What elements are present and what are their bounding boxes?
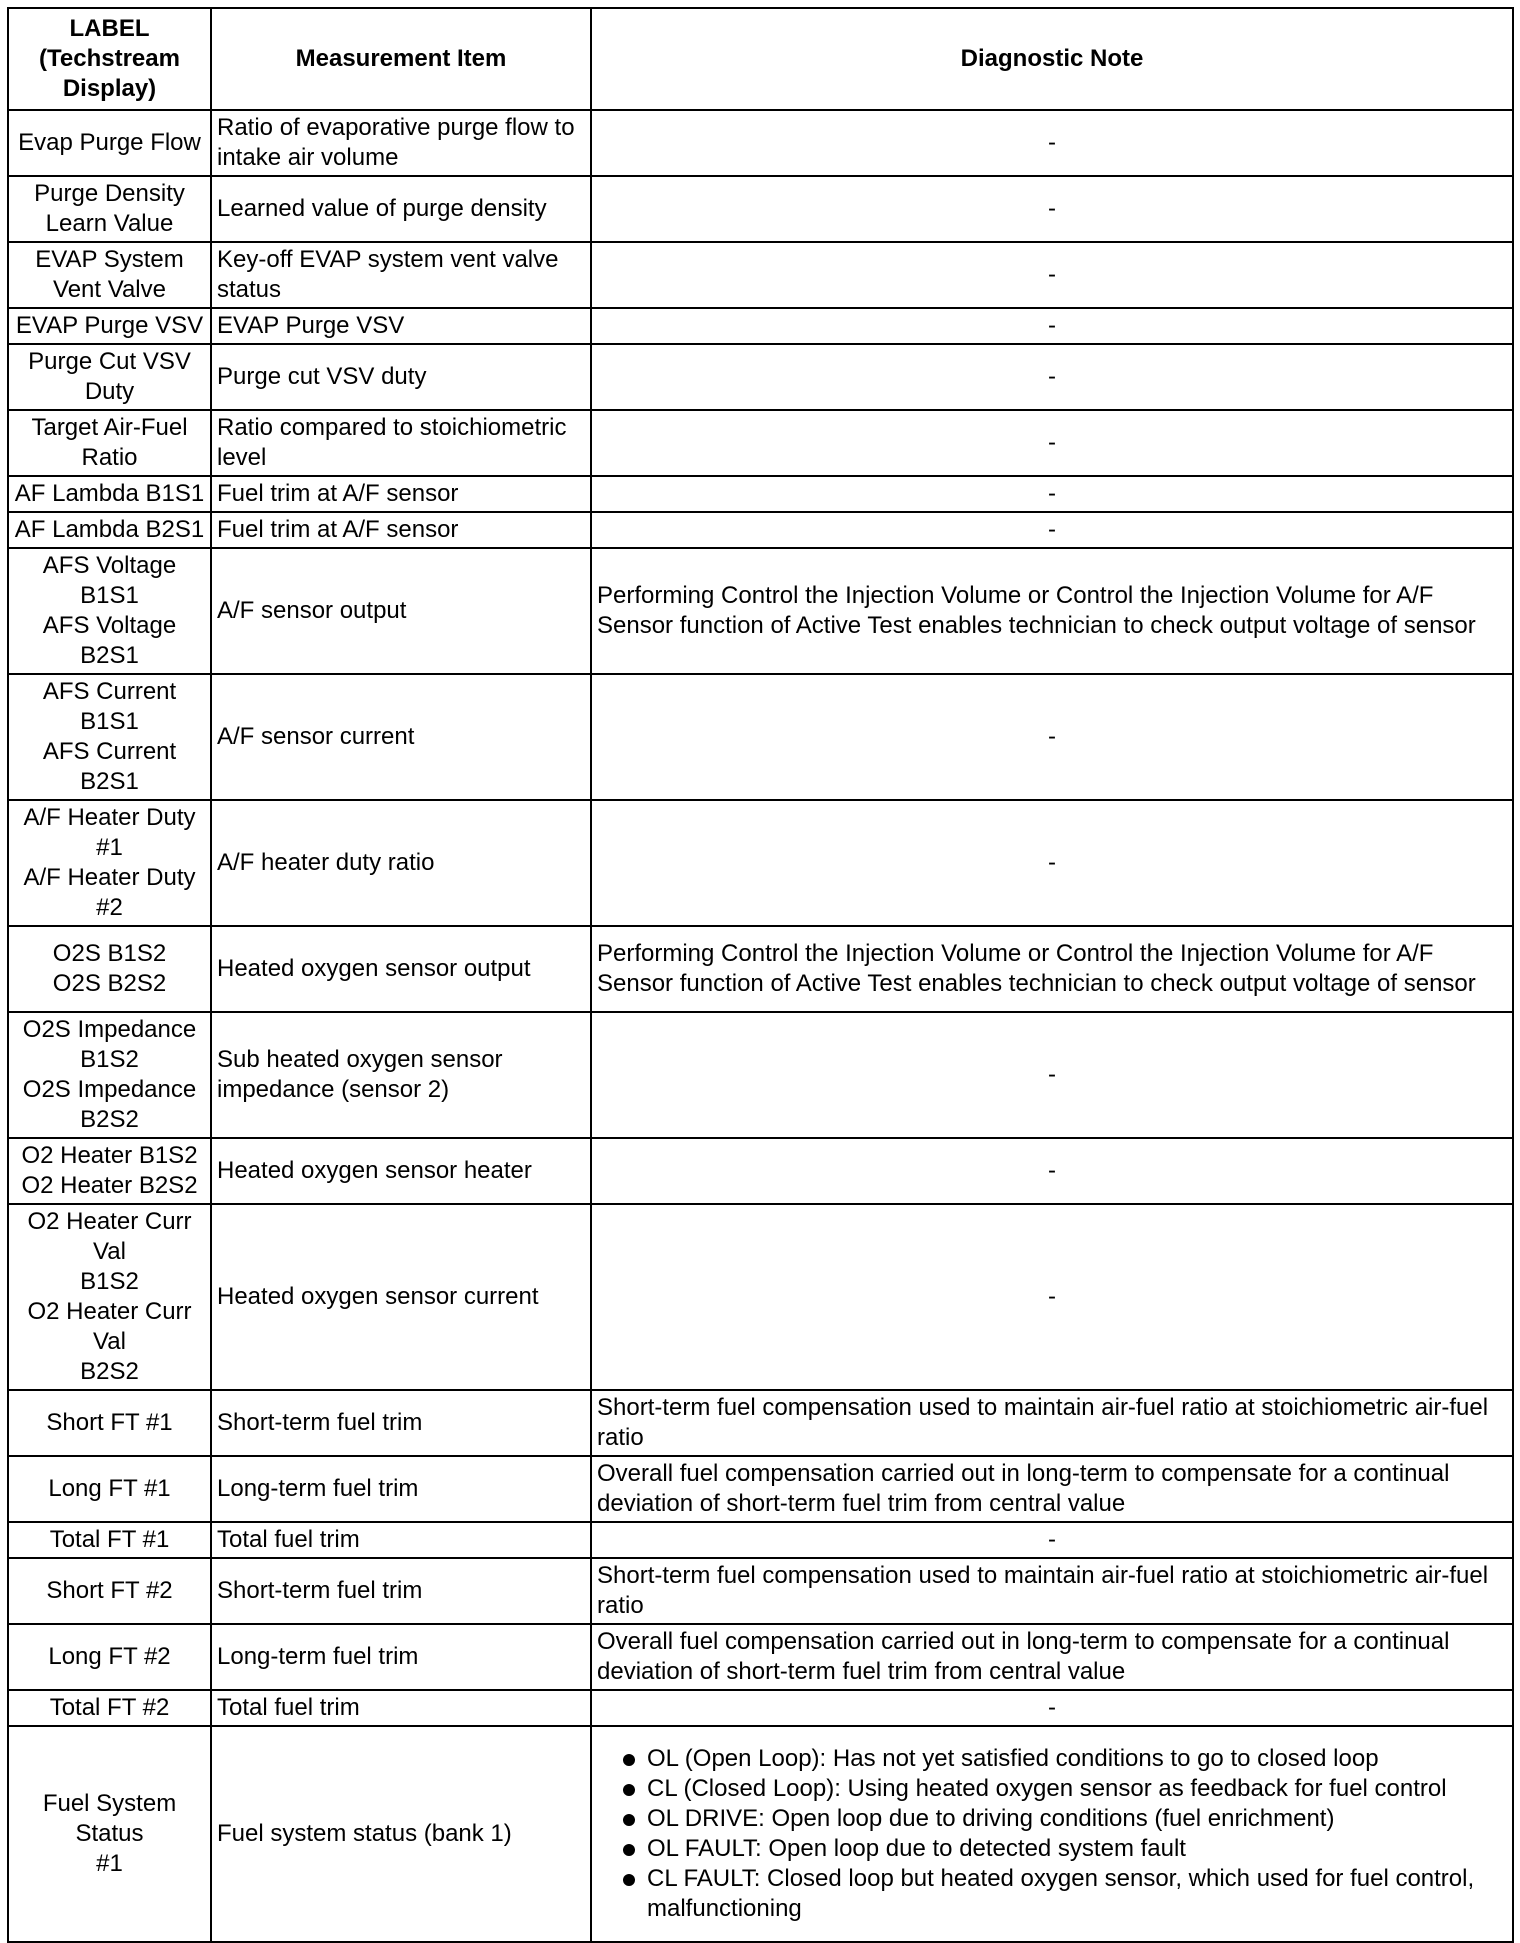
text-line: O2S B2S2 [52, 970, 167, 997]
table-row [8, 548, 1513, 674]
text-line: Long FT #1 [48, 1475, 171, 1502]
text-line: O2S Impedance [22, 1076, 197, 1103]
table-row [8, 308, 1513, 344]
cell-label [8, 1012, 211, 1138]
text-line: AFS Current B2S1 [42, 738, 177, 795]
cell-measurement-item: Purge cut VSV duty [211, 344, 591, 410]
text-line: LABEL [69, 15, 150, 42]
cell-diagnostic-note: - [591, 674, 1513, 800]
text-line: EVAP System Vent Valve [35, 246, 184, 303]
cell-label [8, 800, 211, 926]
table-row [8, 110, 1513, 176]
table-row [8, 512, 1513, 548]
text-line: Total FT #2 [49, 1694, 170, 1721]
cell-label [8, 926, 211, 1012]
text-line: O2 Heater Curr Val [27, 1298, 192, 1355]
text-line: O2S B1S2 [52, 940, 167, 967]
text-line: Total FT #1 [49, 1526, 170, 1553]
cell-measurement-item: Learned value of purge density [211, 176, 591, 242]
cell-diagnostic-note: - [591, 1012, 1513, 1138]
text-line: #1 [96, 1850, 123, 1877]
text-line: (Techstream [39, 45, 180, 72]
cell-label [8, 410, 211, 476]
text-line: O2 Heater B1S2 [21, 1142, 198, 1169]
text-line: A/F Heater Duty #2 [23, 864, 196, 921]
cell-label [8, 1522, 211, 1558]
cell-measurement-item: EVAP Purge VSV [211, 308, 591, 344]
data-list-table [7, 7, 1514, 1943]
text-line: B2S2 [80, 1358, 139, 1385]
table-row [8, 1204, 1513, 1390]
text-line: Purge Cut VSV Duty [28, 348, 191, 405]
table-row [8, 926, 1513, 1012]
table-row [8, 1690, 1513, 1726]
bullet-item: CL FAULT: Closed loop but heated oxygen sensor, which used for fuel control, malfunctioning [623, 1864, 1507, 1924]
cell-diagnostic-note: - [591, 308, 1513, 344]
table-row [8, 176, 1513, 242]
text-line: Evap Purge Flow [18, 129, 201, 156]
text-line: Short FT #2 [46, 1577, 173, 1604]
cell-label [8, 308, 211, 344]
cell-measurement-item: Fuel trim at A/F sensor [211, 512, 591, 548]
cell-diagnostic-note: - [591, 176, 1513, 242]
table-row [8, 1726, 1513, 1942]
cell-diagnostic-note: - [591, 110, 1513, 176]
cell-measurement-item: Long-term fuel trim [211, 1456, 591, 1522]
cell-label [8, 1138, 211, 1204]
table-row [8, 1522, 1513, 1558]
text-line: AFS Current B1S1 [42, 678, 177, 735]
cell-label [8, 674, 211, 800]
cell-diagnostic-note: Performing Control the Injection Volume or Control the Injection Volume for A/F Sensor function of Active Test enables technician to check output voltage of sensor [591, 548, 1513, 674]
text-line: Fuel System Status [42, 1790, 177, 1847]
cell-measurement-item: Key-off EVAP system vent valve status [211, 242, 591, 308]
table-row [8, 476, 1513, 512]
header-diagnostic-note: Diagnostic Note [591, 8, 1513, 110]
table-row [8, 1138, 1513, 1204]
cell-diagnostic-note: - [591, 512, 1513, 548]
cell-label [8, 1624, 211, 1690]
cell-diagnostic-note: - [591, 800, 1513, 926]
cell-diagnostic-note: Overall fuel compensation carried out in long-term to compensate for a continual deviation of short-term fuel trim from central value [591, 1456, 1513, 1522]
cell-label [8, 1726, 211, 1942]
cell-measurement-item: Long-term fuel trim [211, 1624, 591, 1690]
table-row [8, 1390, 1513, 1456]
cell-measurement-item: Fuel trim at A/F sensor [211, 476, 591, 512]
table-row [8, 674, 1513, 800]
cell-diagnostic-note: - [591, 1138, 1513, 1204]
text-line: Purge Density Learn Value [34, 180, 185, 237]
text-line: AFS Voltage B1S1 [42, 552, 177, 609]
table-row [8, 1456, 1513, 1522]
bullet-item: OL DRIVE: Open loop due to driving conditions (fuel enrichment) [623, 1804, 1507, 1834]
cell-diagnostic-note: - [591, 410, 1513, 476]
cell-diagnostic-note [591, 1726, 1513, 1942]
cell-measurement-item: Heated oxygen sensor current [211, 1204, 591, 1390]
cell-measurement-item: A/F sensor current [211, 674, 591, 800]
bullet-item: OL (Open Loop): Has not yet satisfied conditions to go to closed loop [623, 1744, 1507, 1774]
bullet-item: OL FAULT: Open loop due to detected system fault [623, 1834, 1507, 1864]
text-line: B1S2 [80, 1268, 139, 1295]
text-line: AFS Voltage B2S1 [42, 612, 177, 669]
text-line: A/F Heater Duty #1 [23, 804, 196, 861]
cell-diagnostic-note: Short-term fuel compensation used to maintain air-fuel ratio at stoichiometric air-fuel ratio [591, 1390, 1513, 1456]
table-row [8, 1012, 1513, 1138]
cell-diagnostic-note: Overall fuel compensation carried out in long-term to compensate for a continual deviation of short-term fuel trim from central value [591, 1624, 1513, 1690]
cell-label [8, 110, 211, 176]
text-line: B2S2 [80, 1106, 139, 1133]
cell-measurement-item: Total fuel trim [211, 1690, 591, 1726]
table-row [8, 344, 1513, 410]
text-line: O2 Heater B2S2 [21, 1172, 198, 1199]
cell-diagnostic-note: - [591, 476, 1513, 512]
text-line: AF Lambda B2S1 [14, 516, 205, 543]
cell-measurement-item: Total fuel trim [211, 1522, 591, 1558]
text-line: Display) [62, 75, 157, 102]
header-row [8, 8, 1513, 110]
text-line: Target Air-Fuel Ratio [31, 414, 188, 471]
cell-measurement-item: Ratio of evaporative purge flow to intake air volume [211, 110, 591, 176]
table-row [8, 1624, 1513, 1690]
table-row [8, 1558, 1513, 1624]
cell-label [8, 476, 211, 512]
text-line: O2S Impedance [22, 1016, 197, 1043]
cell-measurement-item: Short-term fuel trim [211, 1390, 591, 1456]
cell-label [8, 1204, 211, 1390]
cell-measurement-item: Short-term fuel trim [211, 1558, 591, 1624]
cell-label [8, 548, 211, 674]
cell-label [8, 1390, 211, 1456]
cell-diagnostic-note: - [591, 1690, 1513, 1726]
table-row [8, 800, 1513, 926]
status-bullet-list [597, 1744, 1507, 1924]
cell-measurement-item: A/F sensor output [211, 548, 591, 674]
cell-diagnostic-note: - [591, 1522, 1513, 1558]
table-body [8, 110, 1513, 1942]
cell-measurement-item: Heated oxygen sensor output [211, 926, 591, 1012]
header-label [8, 8, 211, 110]
table-row [8, 242, 1513, 308]
bullet-item: CL (Closed Loop): Using heated oxygen sensor as feedback for fuel control [623, 1774, 1507, 1804]
cell-measurement-item: Fuel system status (bank 1) [211, 1726, 591, 1942]
table-row [8, 410, 1513, 476]
text-line: EVAP Purge VSV [15, 312, 204, 339]
cell-label [8, 512, 211, 548]
cell-measurement-item: A/F heater duty ratio [211, 800, 591, 926]
cell-diagnostic-note: - [591, 1204, 1513, 1390]
header-measurement-item: Measurement Item [211, 8, 591, 110]
cell-measurement-item: Ratio compared to stoichiometric level [211, 410, 591, 476]
cell-label [8, 344, 211, 410]
cell-measurement-item: Heated oxygen sensor heater [211, 1138, 591, 1204]
cell-label [8, 1558, 211, 1624]
text-line: AF Lambda B1S1 [14, 480, 205, 507]
cell-diagnostic-note: - [591, 242, 1513, 308]
text-line: O2 Heater Curr Val [27, 1208, 192, 1265]
cell-measurement-item: Sub heated oxygen sensor impedance (sensor 2) [211, 1012, 591, 1138]
text-line: Short FT #1 [46, 1409, 173, 1436]
text-line: B1S2 [80, 1046, 139, 1073]
cell-label [8, 242, 211, 308]
text-line: Long FT #2 [48, 1643, 171, 1670]
cell-diagnostic-note: Performing Control the Injection Volume or Control the Injection Volume for A/F Sensor function of Active Test enables technician to check output voltage of sensor [591, 926, 1513, 1012]
cell-label [8, 1690, 211, 1726]
cell-label [8, 1456, 211, 1522]
cell-label [8, 176, 211, 242]
cell-diagnostic-note: - [591, 344, 1513, 410]
cell-diagnostic-note: Short-term fuel compensation used to maintain air-fuel ratio at stoichiometric air-fuel ratio [591, 1558, 1513, 1624]
